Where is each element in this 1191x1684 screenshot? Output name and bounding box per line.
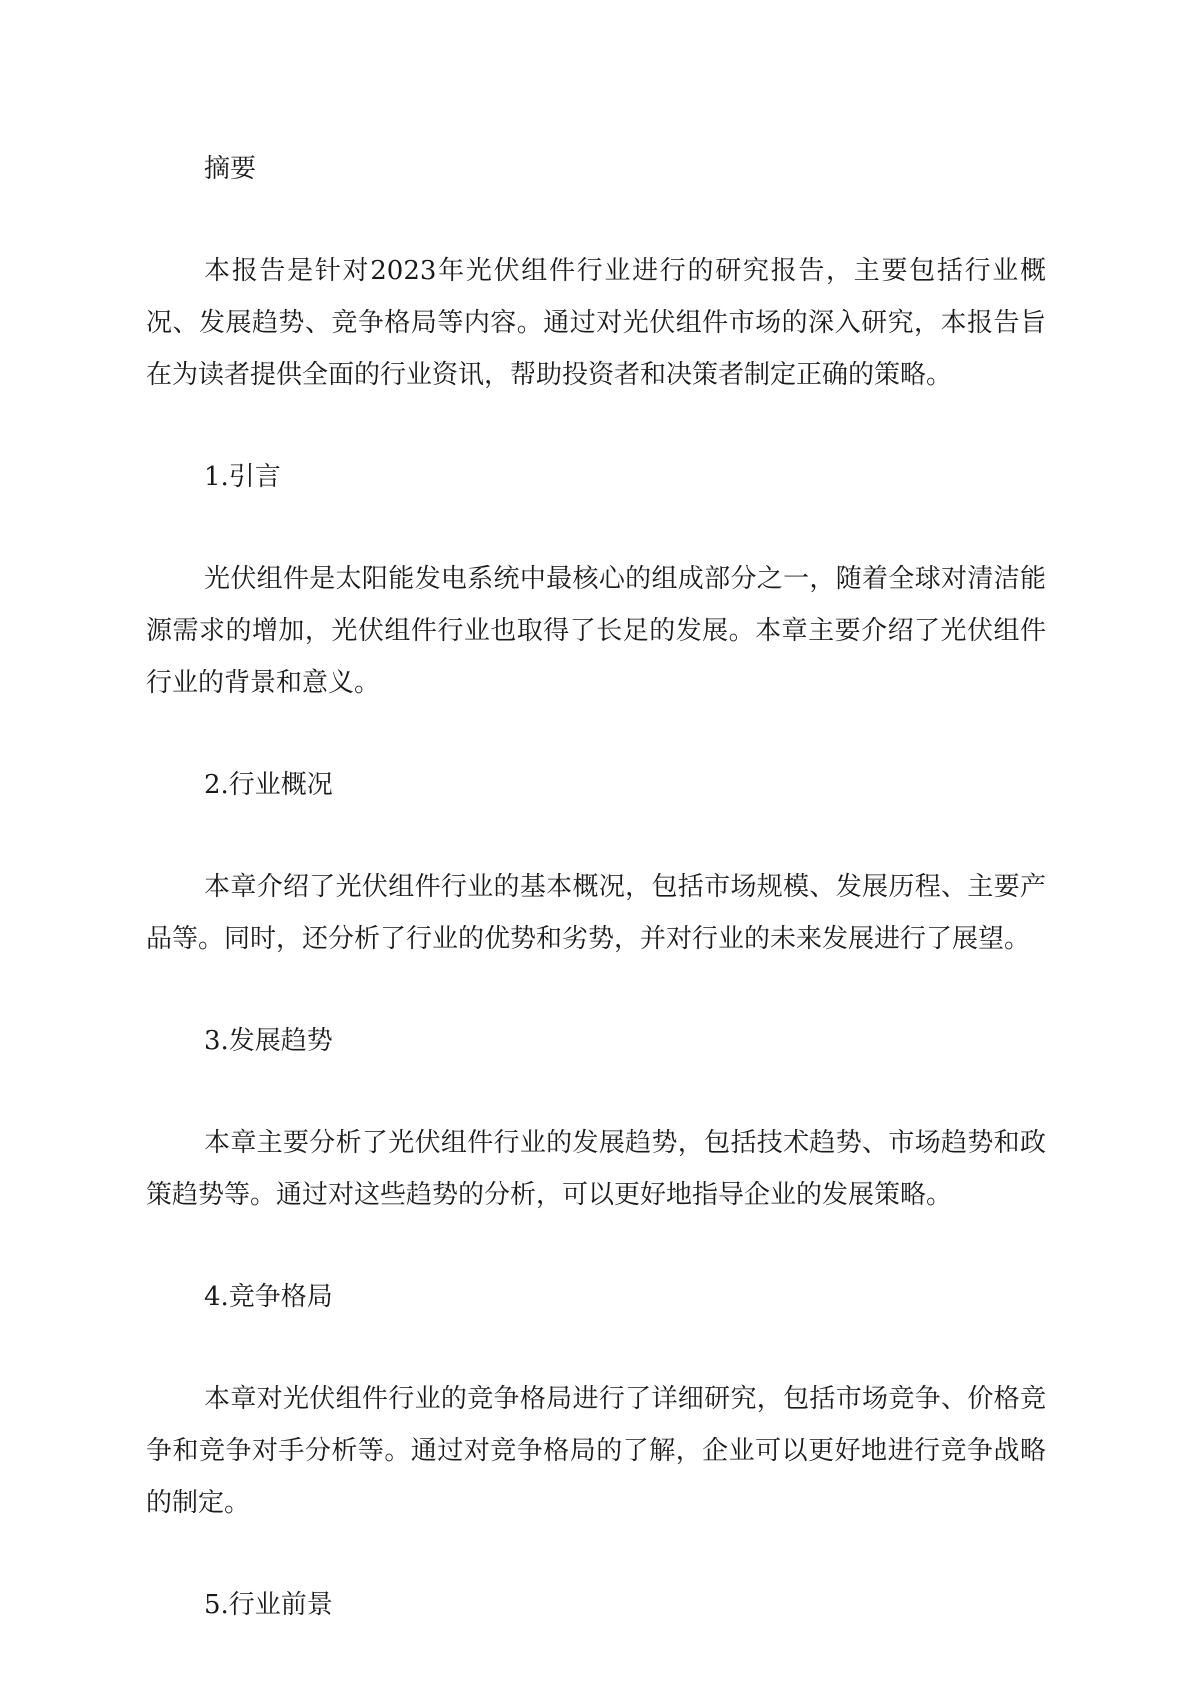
abstract-paragraph: 本报告是针对2023年光伏组件行业进行的研究报告，主要包括行业概况、发展趋势、竞争格局等内容。通过对光伏组件市场的深入研究，本报告旨在为读者提供全面的行业资讯，帮助投资者和决策者制定正确的策略。: [146, 256, 1046, 390]
section-heading-industry-outlook: 5.行业前景: [204, 1590, 333, 1620]
document-page: [146, 143, 1046, 1631]
section-heading-competitive-landscape: 4.竞争格局: [204, 1282, 333, 1312]
section-heading-introduction: 1.引言: [204, 462, 281, 492]
section-paragraph-development-trends: 本章主要分析了光伏组件行业的发展趋势，包括技术趋势、市场趋势和政策趋势等。通过对这些趋势的分析，可以更好地指导企业的发展策略。: [146, 1128, 1046, 1210]
abstract-heading: 摘要: [204, 154, 257, 184]
section-heading-industry-overview: 2.行业概况: [204, 770, 333, 800]
section-paragraph-industry-overview: 本章介绍了光伏组件行业的基本概况，包括市场规模、发展历程、主要产品等。同时，还分析了行业的优势和劣势，并对行业的未来发展进行了展望。: [146, 872, 1046, 954]
section-heading-development-trends: 3.发展趋势: [204, 1026, 333, 1056]
section-paragraph-competitive-landscape: 本章对光伏组件行业的竞争格局进行了详细研究，包括市场竞争、价格竞争和竞争对手分析等。通过对竞争格局的了解，企业可以更好地进行竞争战略的制定。: [146, 1384, 1046, 1518]
section-paragraph-introduction: 光伏组件是太阳能发电系统中最核心的组成部分之一，随着全球对清洁能源需求的增加，光伏组件行业也取得了长足的发展。本章主要介绍了光伏组件行业的背景和意义。: [146, 564, 1046, 698]
